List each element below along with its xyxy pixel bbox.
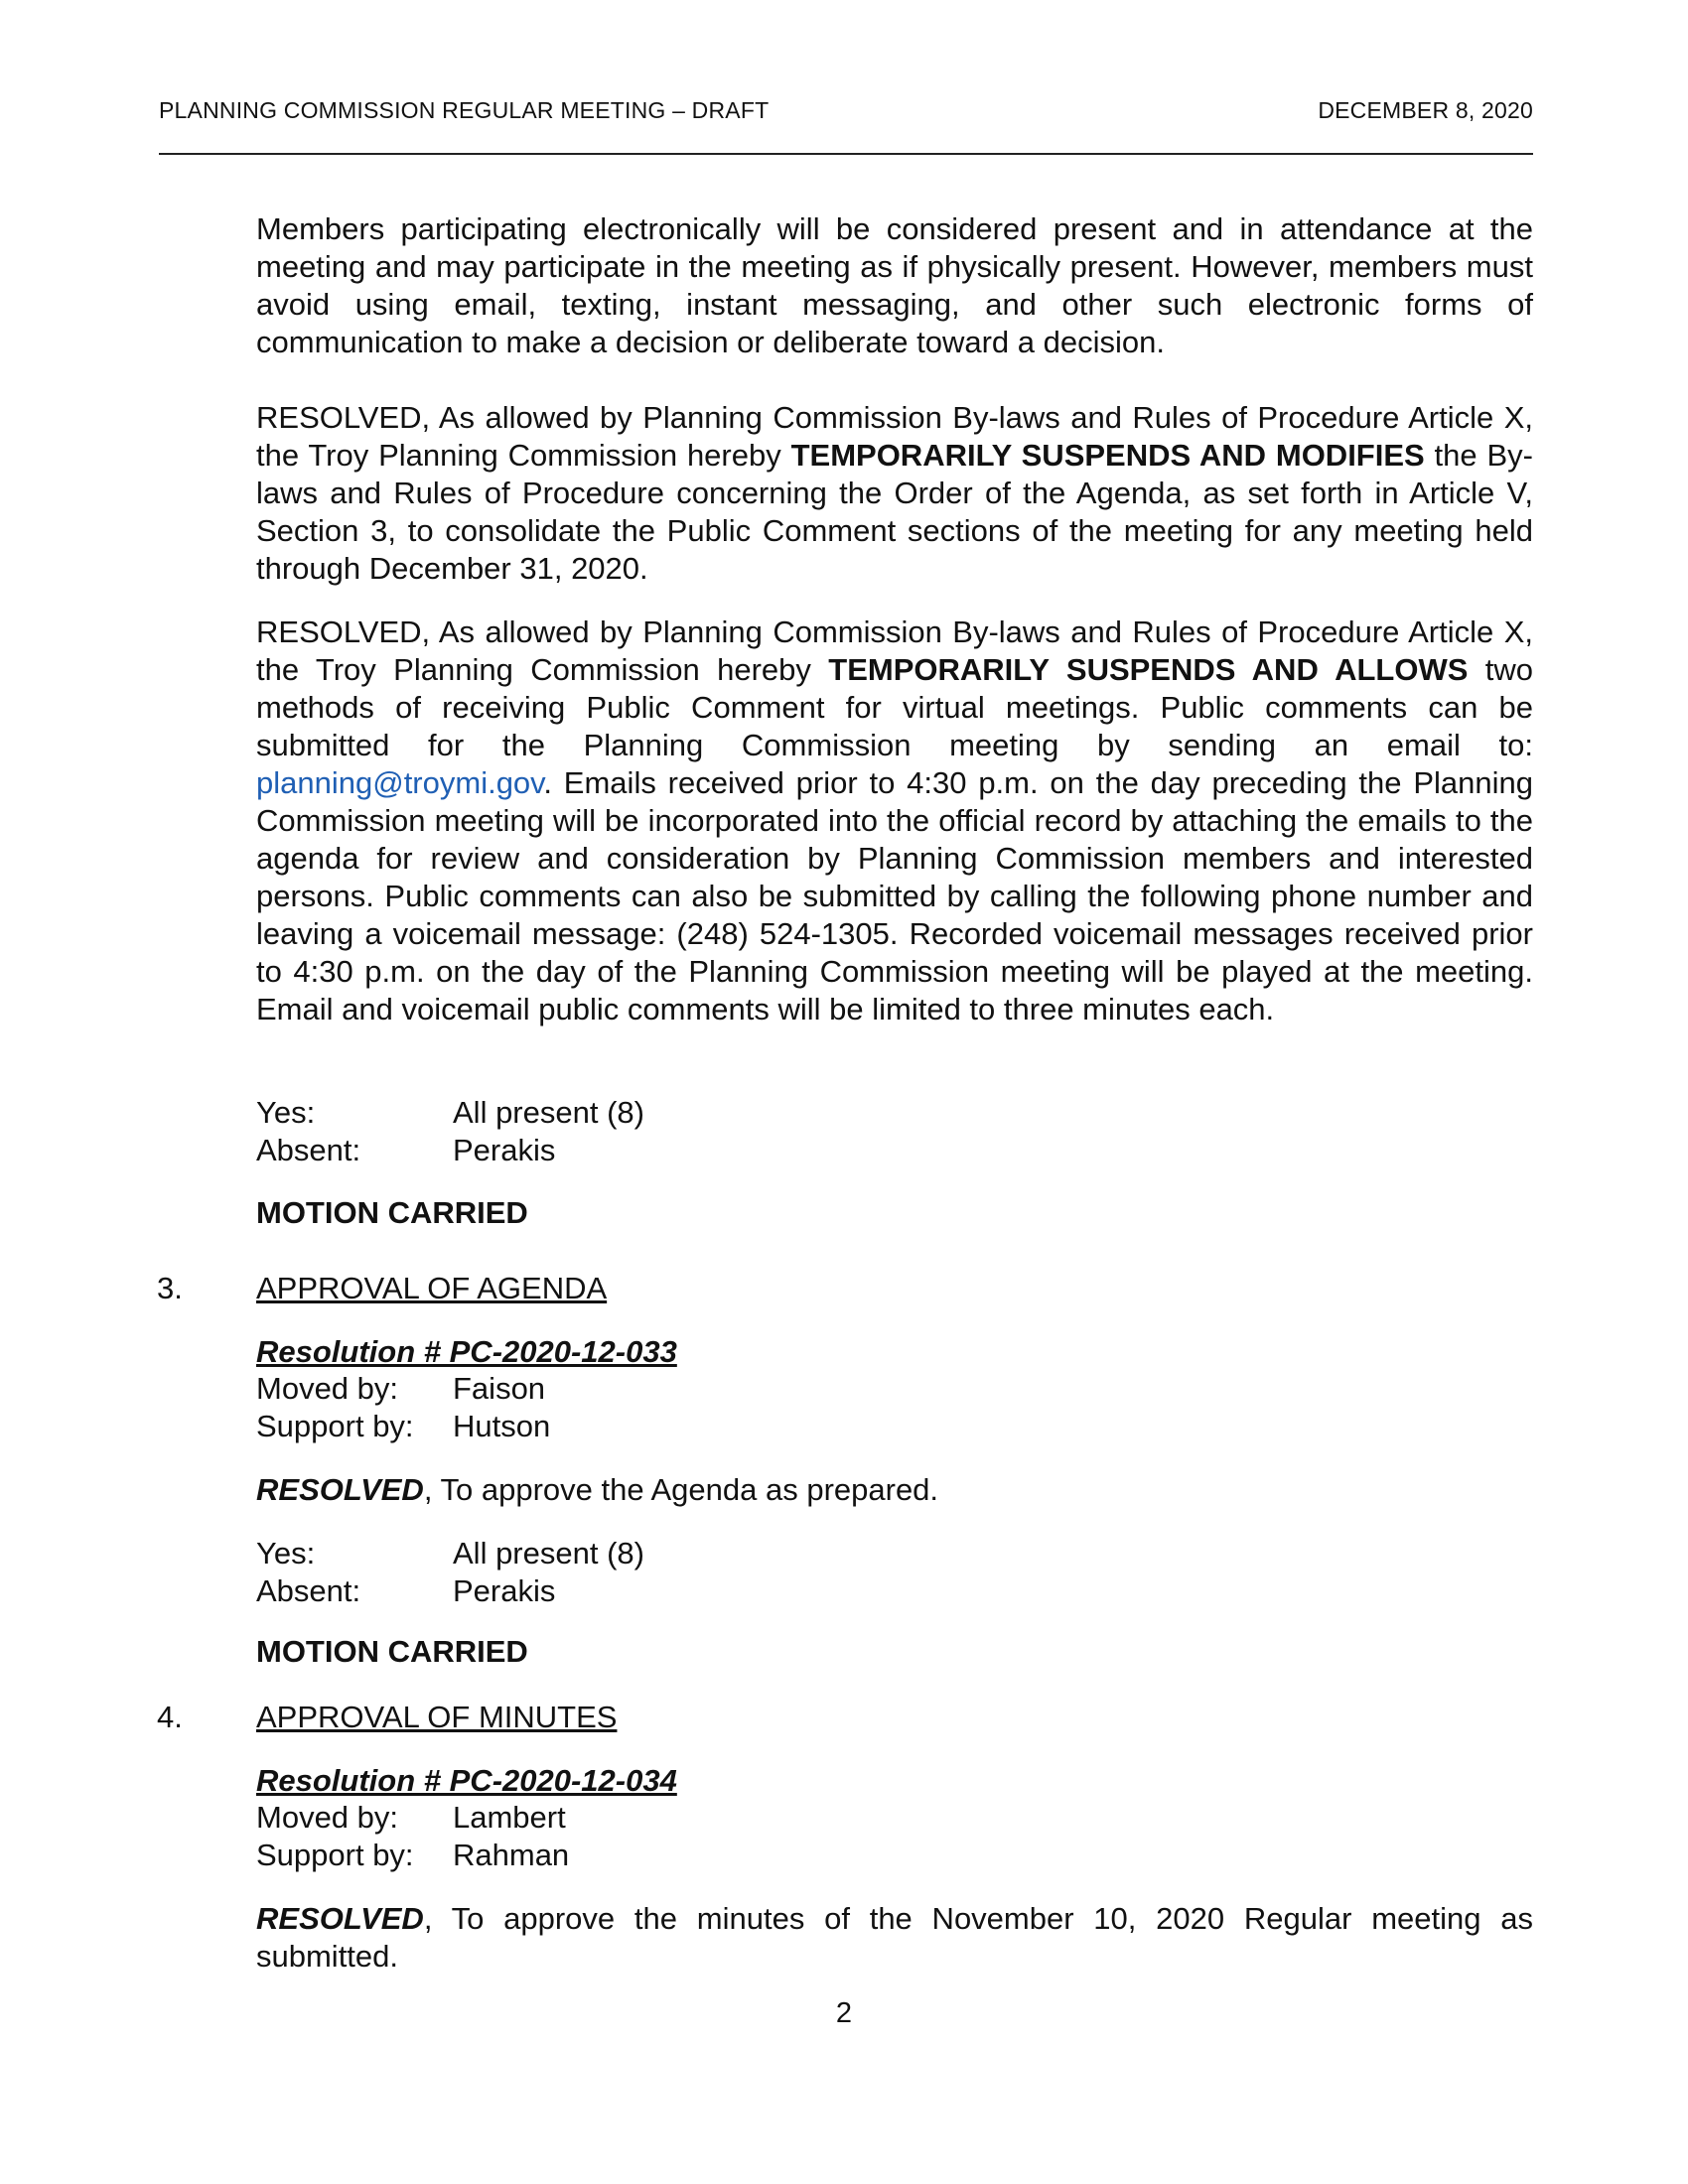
paragraph-resolution-agenda-order [256, 399, 1533, 588]
moved-value: Lambert [453, 1800, 566, 1835]
support-value: Rahman [453, 1838, 570, 1872]
section-3-resolved [256, 1471, 1533, 1509]
paragraph-resolution-public-comment [256, 614, 1533, 1028]
resolved-word: RESOLVED [256, 1901, 424, 1936]
moved-value: Faison [453, 1371, 546, 1406]
para2-part-b: the By-laws and Rules of Procedure concerning the Order of the Agenda, as set forth in Article V, Section 3, to consolidate the Public Comment sections of the meeting for any meeting held through December 31, 2020. [256, 438, 1533, 586]
section-4-resolved [256, 1900, 1533, 1976]
page-header [159, 97, 1533, 155]
moved-label: Moved by: [256, 1371, 399, 1406]
section-4-title: APPROVAL OF MINUTES [256, 1700, 618, 1734]
header-date: DECEMBER 8, 2020 [1318, 97, 1533, 123]
vote1-absent-row [256, 1132, 555, 1169]
absent-value: Perakis [453, 1573, 556, 1608]
para2-part-a: RESOLVED, As allowed by Planning Commission By-laws and Rules of Procedure Article X, the Troy Planning Commission hereby [256, 400, 1533, 473]
support-label: Support by: [256, 1838, 414, 1872]
support-label: Support by: [256, 1409, 414, 1443]
section-3-number: 3. [157, 1271, 183, 1305]
section-3-moved-row [256, 1370, 545, 1408]
para3-part-b: two methods of receiving Public Comment for virtual meetings. Public comments can be submitted for the Planning Commission meeting by sending an email to: [256, 652, 1534, 762]
yes-label: Yes: [256, 1095, 316, 1130]
resolved-text: , To approve the minutes of the November 10, 2020 Regular meeting as submitted. [256, 1901, 1533, 1974]
para3-part-a: RESOLVED, As allowed by Planning Commission By-laws and Rules of Procedure Article X, the Troy Planning Commission hereby [256, 614, 1533, 687]
vote1-yes-row [256, 1094, 644, 1132]
support-value: Hutson [453, 1409, 551, 1443]
yes-value: All present (8) [453, 1536, 644, 1570]
section-3-support-row [256, 1408, 550, 1445]
absent-label: Absent: [256, 1573, 361, 1608]
email-link[interactable]: planning@troymi.gov [256, 765, 544, 800]
para2-bold: TEMPORARILY SUSPENDS AND MODIFIES [790, 438, 1425, 473]
header-title: PLANNING COMMISSION REGULAR MEETING – DRAFT [159, 97, 770, 123]
yes-value: All present (8) [453, 1095, 644, 1130]
resolved-word: RESOLVED [256, 1472, 424, 1507]
section-4-moved-row [256, 1799, 566, 1837]
moved-label: Moved by: [256, 1800, 399, 1835]
para3-text [256, 614, 1533, 1028]
para3-bold: TEMPORARILY SUSPENDS AND ALLOWS [828, 652, 1469, 687]
section-4-support-row [256, 1837, 569, 1874]
motion-carried-1: MOTION CARRIED [256, 1195, 528, 1230]
absent-value: Perakis [453, 1133, 556, 1167]
paragraph-electronic-participation [256, 210, 1533, 361]
yes-label: Yes: [256, 1536, 316, 1570]
para2-text [256, 399, 1533, 588]
resolved-text: , To approve the Agenda as prepared. [423, 1472, 939, 1507]
absent-label: Absent: [256, 1133, 361, 1167]
section-3-absent-row [256, 1572, 555, 1610]
para3-part-c: . Emails received prior to 4:30 p.m. on the day preceding the Planning Commission meeting will be incorporated into the official record by attaching the emails to the agenda for review and consideration by Planning Commission members and interested persons. Public comments can also be submitted by calling the following phone number and leaving a voicemail message: (248) 524-1305. Recorded voicemail messages received prior to 4:30 p.m. on the day of the Planning Commission meeting will be played at the meeting. Email and voicemail public comments will be limited to three minutes each. [256, 765, 1533, 1026]
section-3-yes-row [256, 1535, 644, 1572]
section-4-resolution-number: Resolution # PC-2020-12-034 [256, 1763, 677, 1798]
page-number: 2 [835, 1997, 853, 2029]
para1-text: Members participating electronically will be considered present and in attendance at the meeting and may participate in the meeting as if physically present. However, members must avoid using email, texting, instant messaging, and other such electronic forms of communication to make a decision or deliberate toward a decision. [256, 211, 1533, 359]
motion-carried-2: MOTION CARRIED [256, 1634, 528, 1669]
section-3-title: APPROVAL OF AGENDA [256, 1271, 608, 1305]
section-4-number: 4. [157, 1700, 183, 1734]
section-3-resolution-number: Resolution # PC-2020-12-033 [256, 1334, 677, 1369]
